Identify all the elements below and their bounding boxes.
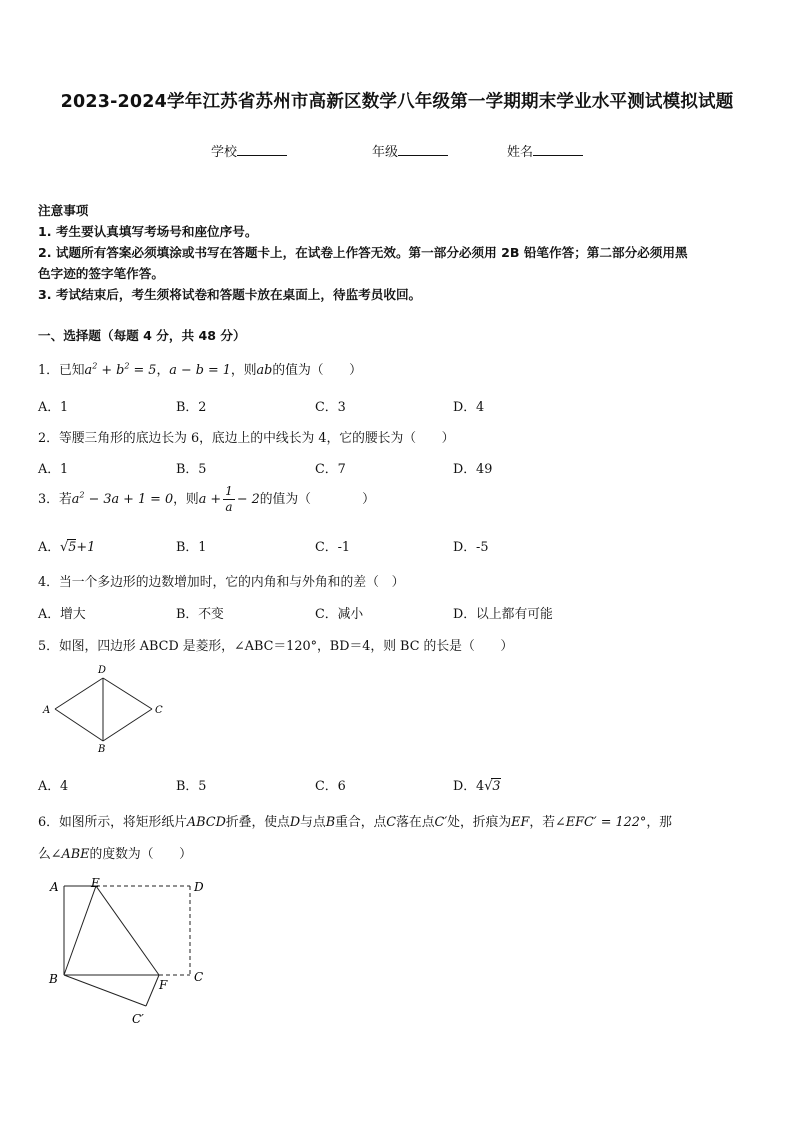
rhombus-label-d: D (98, 665, 107, 676)
q4-option-c[interactable]: C．减小 (315, 607, 364, 622)
fold-label-b: B (49, 972, 58, 986)
school-label: 学校 (211, 145, 238, 160)
q1-option-a[interactable]: A．1 (38, 400, 69, 415)
q1-expr-3: ab (256, 363, 273, 378)
grade-field[interactable] (372, 141, 448, 160)
q5-option-d-expr: √3 (484, 779, 501, 794)
rhombus-label-c: C (155, 705, 163, 716)
question-6-line-2: 么∠ABE的度数为（ ） (38, 847, 192, 862)
q3-option-d[interactable]: D．-5 (453, 540, 489, 555)
notice-item-1: 1. 考生要认真填写考场号和座位序号。 (38, 224, 258, 239)
rhombus-side-dc (103, 678, 152, 709)
q1-option-c[interactable]: C．3 (315, 400, 346, 415)
question-3: 3．若$a^2 - 3a + 1 = 0$，则a + $\frac{1}{a}$ − 2的值为（ ） (38, 484, 375, 514)
fold-label-e: E (91, 876, 100, 890)
name-field[interactable] (507, 141, 583, 160)
q5-option-d[interactable]: D．4√3 (453, 779, 501, 794)
q1-expr-1: $a^2 + b^2 = 5$ (84, 361, 157, 378)
question-5: 5．如图，四边形 ABCD 是菱形，∠ABC＝120°，BD＝4，则 BC 的长是（ ） (38, 639, 514, 654)
rhombus-side-ba (55, 709, 103, 741)
notice-heading: 注意事项 (38, 203, 89, 218)
q5-option-b[interactable]: B．5 (176, 779, 207, 794)
grade-blank[interactable] (398, 143, 448, 156)
notice-item-2-cont: 色字迹的签字笔作答。 (38, 266, 164, 281)
notice-item-2: 2. 试题所有答案必须填涂或书写在答题卡上，在试卷上作答无效。第一部分必须用 2B 铅笔作答；第二部分必须用黑 (38, 245, 688, 260)
section-heading: 一、选择题（每题 4 分，共 48 分） (38, 328, 246, 343)
q4-option-a[interactable]: A．增大 (38, 607, 86, 622)
rhombus-side-ad (55, 678, 103, 709)
q2-option-c[interactable]: C．7 (315, 462, 346, 477)
rhombus-figure (38, 662, 178, 758)
q3-expr-1: $a^2 - 3a + 1 = 0$ (71, 490, 174, 507)
rhombus-label-b: B (98, 744, 106, 755)
question-6-line-1: 6．如图所示，将矩形纸片ABCD折叠，使点D与点B重合，点C落在点C′处，折痕为EF，若∠EFC′ = 122°，那 (38, 815, 672, 830)
school-field[interactable] (211, 141, 287, 160)
q1-option-d[interactable]: D．4 (453, 400, 485, 415)
fold-label-a: A (50, 880, 59, 894)
question-1: 1．已知$a^2 + b^2 = 5$，a − b = 1，则ab的值为（ ） (38, 361, 362, 378)
question-2: 2．等腰三角形的底边长为 6，底边上的中线长为 4，它的腰长为（ ） (38, 431, 455, 446)
notice-item-3: 3. 考试结束后，考生须将试卷和答题卡放在桌面上，待监考员收回。 (38, 287, 422, 302)
school-blank[interactable] (237, 143, 287, 156)
folded-rectangle-figure (40, 870, 220, 1030)
question-4: 4．当一个多边形的边数增加时，它的内角和与外角和的差（ ） (38, 575, 405, 590)
name-blank[interactable] (533, 143, 583, 156)
q2-option-b[interactable]: B．5 (176, 462, 207, 477)
fold-label-f: F (159, 978, 168, 992)
fold-segment-bc-prime (64, 975, 146, 1006)
q3-option-a-expr: √5+1 (60, 540, 96, 555)
name-label: 姓名 (507, 145, 534, 160)
q1-option-b[interactable]: B．2 (176, 400, 207, 415)
q4-option-b[interactable]: B．不变 (176, 607, 224, 622)
grade-label: 年级 (372, 145, 399, 160)
q5-option-a[interactable]: A．4 (38, 779, 69, 794)
q3-option-c[interactable]: C．-1 (315, 540, 351, 555)
fold-crease-ef (96, 886, 159, 975)
q3-expr-2: a + (198, 492, 222, 507)
q2-option-a[interactable]: A．1 (38, 462, 69, 477)
q3-option-b[interactable]: B．1 (176, 540, 207, 555)
rhombus-side-cb (103, 709, 152, 741)
fold-label-c-prime: C′ (132, 1012, 144, 1026)
q4-option-d[interactable]: D．以上都有可能 (453, 607, 553, 622)
page-title: 2023-2024学年江苏省苏州市高新区数学八年级第一学期期末学业水平测试模拟试题 (60, 92, 734, 112)
rhombus-label-a: A (43, 705, 51, 716)
q1-expr-2: a − b = 1 (169, 363, 231, 378)
q3-fraction: $\frac{1}{a}$ (225, 484, 233, 514)
fold-label-c: C (194, 970, 204, 984)
fold-segment-be (64, 886, 96, 975)
fold-label-d: D (194, 880, 204, 894)
q3-option-a[interactable]: A．√5+1 (38, 540, 96, 555)
q2-option-d[interactable]: D．49 (453, 462, 493, 477)
fold-segment-c-prime-f (146, 975, 159, 1006)
q5-option-c[interactable]: C．6 (315, 779, 346, 794)
